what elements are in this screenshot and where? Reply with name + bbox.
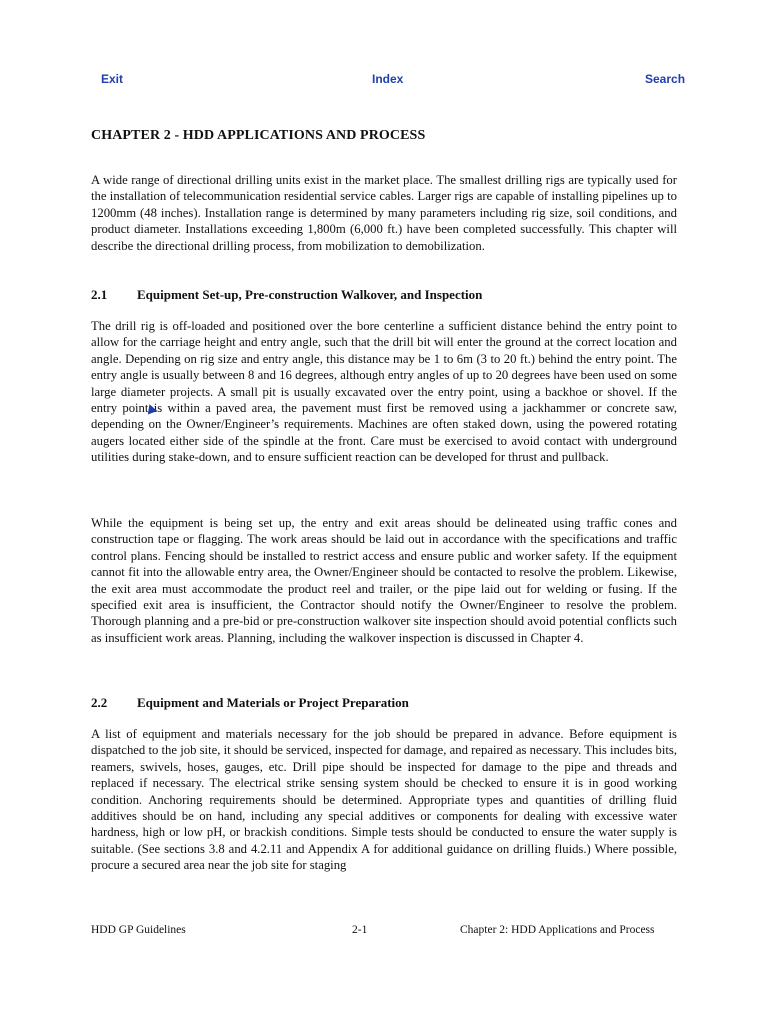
index-link[interactable]: Index [372,72,404,86]
footer-chapter-title: Chapter 2: HDD Applications and Process [460,924,655,936]
paragraph-2-1-b: While the equipment is being set up, the entry and exit areas should be delineated using traffic cones and construction tape or flagging. The work areas should be laid out in accordance with the specifications and traffic control plans. Fencing should be installed to restrict access and ensure public and worker safety. If the equipment cannot fit into the allowable entry area, the Owner/Engineer should be contacted to resolve the problem. Likewise, the exit area must accommodate the product reel and trailer, or the pipe laid out for welding or fusing. If the specified exit area is insufficient, the Contractor should notify the Owner/Engineer to resolve the problem. Thorough planning and a pre-bid or pre-construction walkover site inspection should avoid potential conflicts such as insufficient work areas. Planning, including the walkover inspection is discussed in Chapter 4. [91,516,677,645]
paragraph-2-1-a: The drill rig is off-loaded and positioned over the bore centerline a sufficient distance behind the entry point to allow for the carriage height and entry angle, such that the drill bit will enter the ground at the correct location and angle. Depending on rig size and entry angle, this distance may be 1 to 6m (3 to 20 ft.) behind the entry point. The entry angle is usually between 8 and 16 degrees, although entry angles of up to 20 degrees have been used on some large diameter projects. A small pit is usually excavated over the entry point, using a backhoe or shovel. If the entry point is within a paved area, the pavement must first be removed using a jackhammer or concrete saw, depending on the Owner/Engineer’s requirements. Machines are often staked down, using the powered rotating augers located either side of the spindle at the front. Care must be exercised to avoid contact with underground utilities during stake-down, and to ensure sufficient reaction can be developed for thrust and pullback. [91,319,677,465]
section-number: 2.2 [91,695,108,710]
section-number: 2.1 [91,287,108,302]
footer-document-title: HDD GP Guidelines [91,924,186,936]
search-link[interactable]: Search [645,72,686,86]
paragraph-2-2-a: A list of equipment and materials necessary for the job should be prepared in advance. Before equipment is dispatched to the job site, it should be serviced, inspected for damage, and repaired as necessary. This includes bits, reamers, swivels, hoses, gauges, etc. Drill pipe should be inspected for damage to the pipe and threads and replaced if necessary. The electrical strike sensing system should be checked to ensure it is in good working condition. Anchoring requirements should be determined. Appropriate types and quantities of drilling fluid additives should be on hand, including any special additives or components for dealing with excessive water hardness, high or low pH, or brackish conditions. Simple tests should be conducted to ensure the water supply is suitable. (See sections 3.8 and 4.2.11 and Appendix A for additional guidance on drilling fluids.) Where possible, procure a secured area near the job site for staging [91,727,677,873]
section-heading-2-1 [91,287,482,303]
exit-link[interactable]: Exit [101,72,124,86]
intro-paragraph: A wide range of directional drilling units exist in the market place. The smallest drilling rigs are typically used for the installation of telecommunication residential service cables. Larger rigs are capable of installing pipelines up to 1200mm (48 inches). Installation range is determined by many parameters including rig size, soil conditions, and product diameter. Installations exceeding 1,800m (6,000 ft.) have been completed successfully. This chapter will describe the directional drilling process, from mobilization to demobilization. [91,173,677,253]
section-title: Equipment and Materials or Project Preparation [137,695,409,710]
section-heading-2-2 [91,695,409,711]
footer-page-number: 2-1 [352,924,368,936]
chapter-title: CHAPTER 2 - HDD APPLICATIONS AND PROCESS [91,128,426,143]
section-title: Equipment Set-up, Pre-construction Walkover, and Inspection [137,287,483,302]
